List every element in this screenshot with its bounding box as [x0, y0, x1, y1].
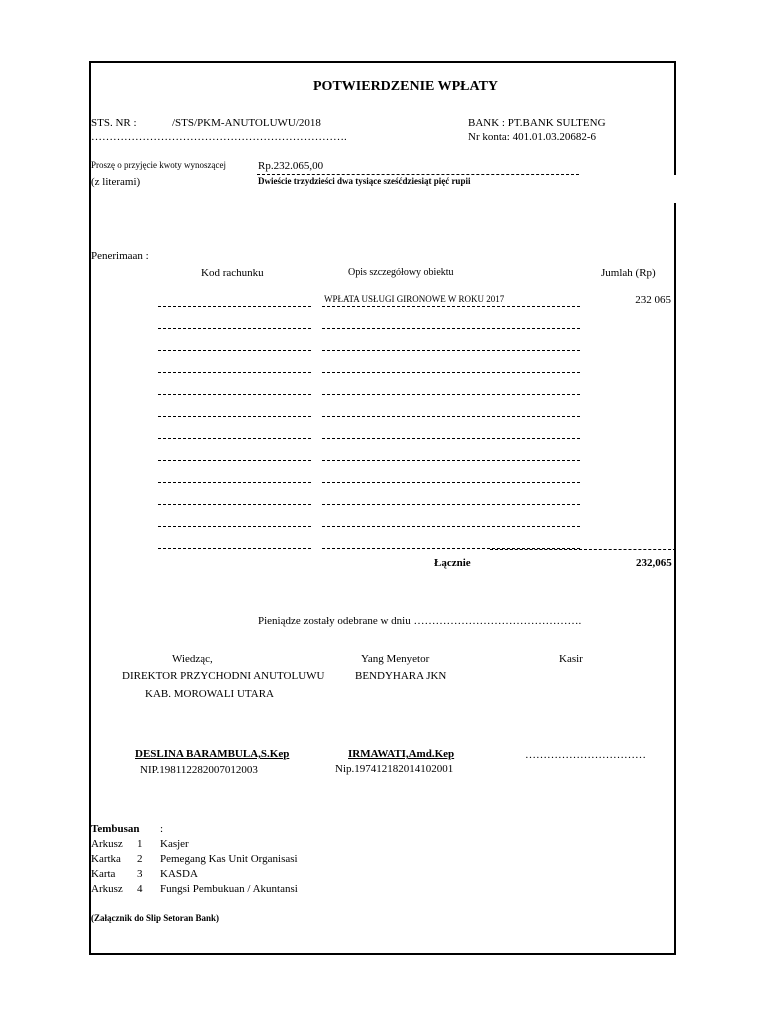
cashier-label: Kasir	[559, 653, 583, 665]
copy-number: 1	[137, 838, 143, 850]
form-title: POTWIERDZENIE WPŁATY	[313, 79, 499, 94]
cashier-signature-dots: ……………………………	[525, 749, 646, 761]
code-underline	[158, 504, 311, 505]
code-underline	[158, 328, 311, 329]
copy-number: 4	[137, 883, 143, 895]
code-underline	[158, 306, 311, 307]
description-underline	[322, 350, 580, 351]
depositor-label: Yang Menyetor	[361, 653, 430, 665]
sts-label: STS. NR :	[91, 117, 137, 129]
copy-type: Kartka	[91, 853, 121, 865]
copies-label: Tembusan	[91, 823, 140, 835]
copies-colon: :	[160, 823, 164, 835]
description-underline	[322, 306, 580, 307]
description-underline	[322, 394, 580, 395]
description-underline	[322, 372, 580, 373]
description-underline	[322, 460, 580, 461]
amount-words-label: (z literami)	[91, 176, 141, 188]
footer-note: (Załącznik do Slip Setoran Bank)	[91, 913, 220, 923]
column-header-code: Kod rachunku	[201, 267, 264, 279]
treasurer-nip: Nip.197412182014102001	[335, 763, 454, 775]
copy-type: Arkusz	[91, 883, 123, 895]
description-underline	[322, 482, 580, 483]
bank-account: Nr konta: 401.01.03.20682-6	[468, 131, 597, 143]
frame-gap	[674, 175, 680, 203]
amount-words: Dwieście trzydzieści dwa tysiące sześćdziesiąt pięć rupii	[258, 176, 471, 186]
code-underline	[158, 372, 311, 373]
row-description: WPŁATA USŁUGI GIRONOWE W ROKU 2017	[324, 294, 505, 304]
column-header-amount: Jumlah (Rp)	[601, 267, 656, 279]
description-underline	[322, 526, 580, 527]
code-underline	[158, 416, 311, 417]
code-underline	[158, 438, 311, 439]
form-frame	[89, 61, 676, 955]
copy-number: 3	[137, 868, 143, 880]
total-separator	[490, 549, 676, 550]
column-header-description: Opis szczegółowy obiektu	[348, 267, 454, 278]
amount-numeric: Rp.232.065,00	[258, 160, 324, 172]
copy-number: 2	[137, 853, 143, 865]
code-underline	[158, 460, 311, 461]
row-amount: 232 065	[635, 294, 671, 306]
copy-type: Karta	[91, 868, 116, 880]
director-name: DESLINA BARAMBULA,S.Kep	[135, 748, 290, 760]
receipt-section-label: Penerimaan :	[91, 250, 149, 262]
director-title-line2: KAB. MOROWALI UTARA	[145, 688, 274, 700]
copy-description: Kasjer	[160, 838, 189, 850]
treasurer-title: BENDYHARA JKN	[355, 670, 447, 682]
description-underline	[322, 328, 580, 329]
copy-description: KASDA	[160, 868, 198, 880]
signature-known-label: Wiedząc,	[172, 653, 213, 665]
copy-type: Arkusz	[91, 838, 123, 850]
code-underline	[158, 350, 311, 351]
total-value: 232,065	[636, 557, 672, 569]
sts-value: /STS/PKM-ANUTOLUWU/2018	[172, 117, 321, 129]
director-nip: NIP.198112282007012003	[140, 764, 258, 776]
code-underline	[158, 526, 311, 527]
director-title-line1: DIREKTOR PRZYCHODNI ANUTOLUWU	[122, 670, 325, 682]
total-label: Łącznie	[434, 557, 471, 569]
description-underline	[322, 416, 580, 417]
treasurer-name: IRMAWATI,Amd.Kep	[348, 748, 455, 760]
sts-dots: …………………………………………………………….	[91, 131, 347, 143]
copy-description: Pemegang Kas Unit Organisasi	[160, 853, 298, 865]
received-note: Pieniądze zostały odebrane w dniu ……………………………………….	[258, 615, 582, 627]
amount-request-label: Proszę o przyjęcie kwoty wynoszącej	[91, 160, 226, 170]
description-underline	[322, 438, 580, 439]
code-underline	[158, 394, 311, 395]
description-underline	[322, 504, 580, 505]
copy-description: Fungsi Pembukuan / Akuntansi	[160, 883, 298, 895]
amount-underline	[257, 174, 579, 175]
code-underline	[158, 482, 311, 483]
bank-name: BANK : PT.BANK SULTENG	[468, 117, 606, 129]
code-underline	[158, 548, 311, 549]
